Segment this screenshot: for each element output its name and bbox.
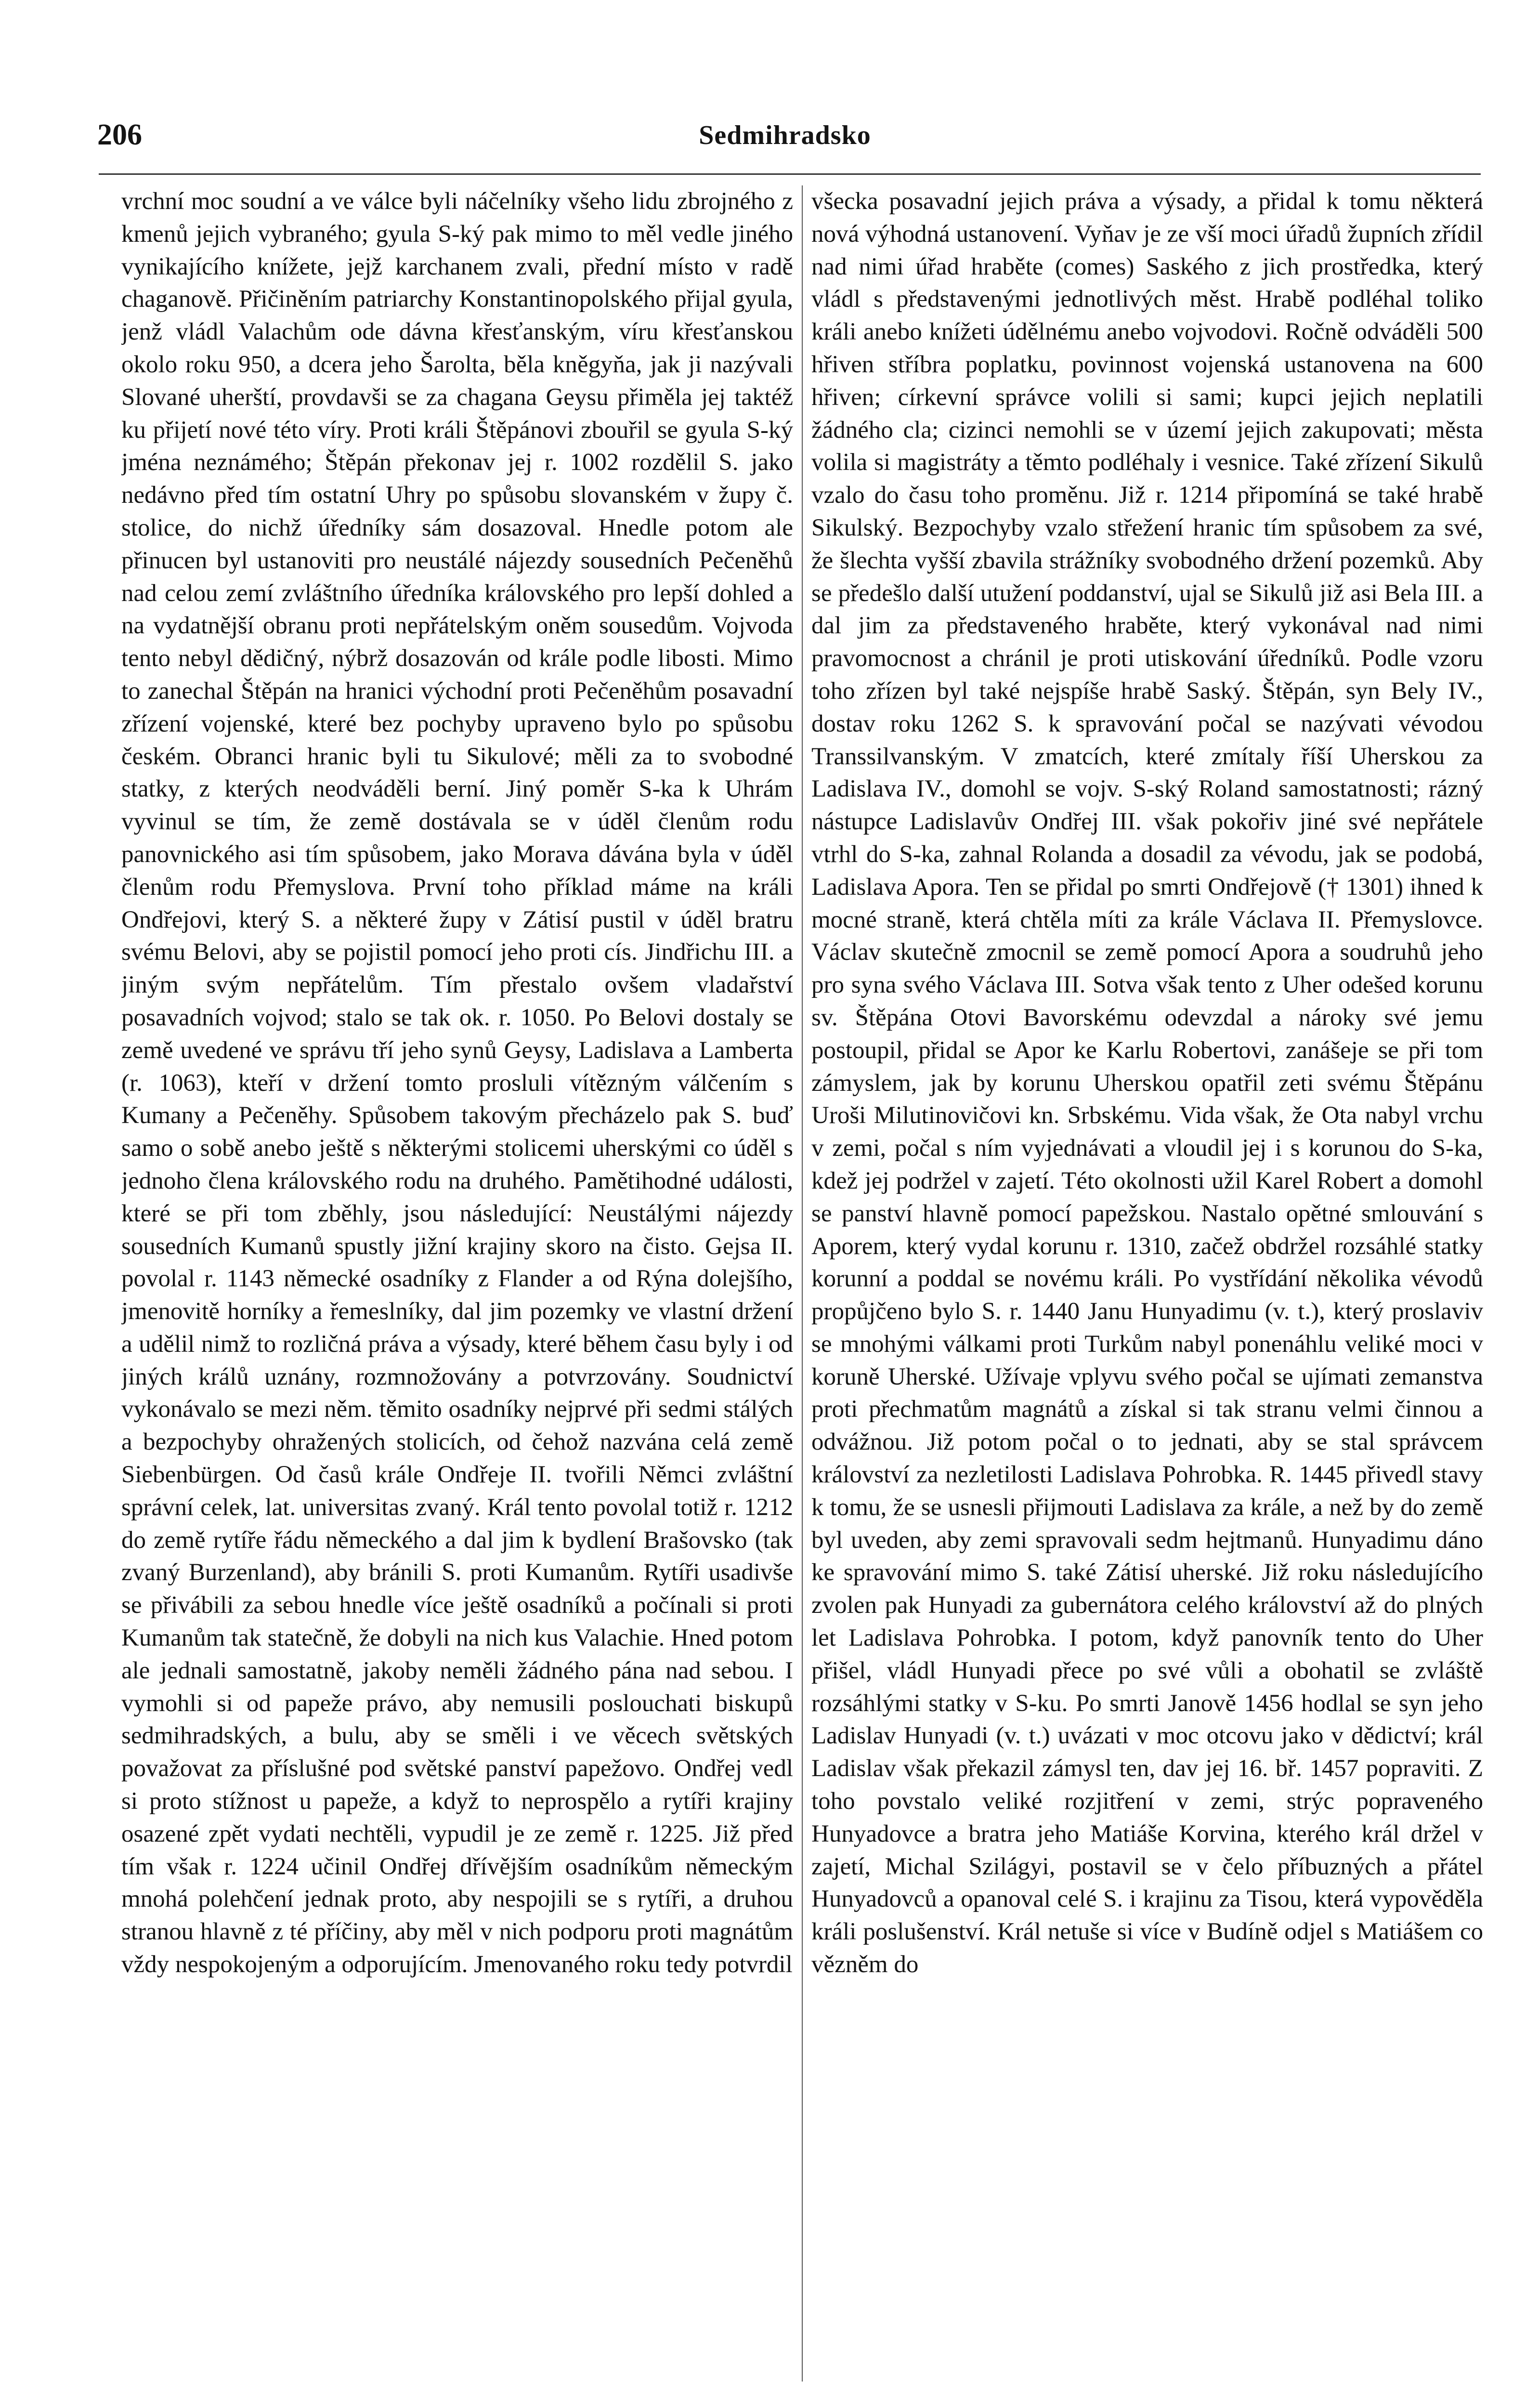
page-number: 206 bbox=[97, 118, 142, 151]
column-divider bbox=[802, 185, 803, 2382]
right-column-text: všecka posavadní jejich práva a výsady, a přidal k tomu některá nová výhodná ustanovení. Vyňav je ze vší moci úřadů župních zřídil nad nimi úřad hraběte (comes) Saského z jich prostředka, který vládl s představenými jednotlivých měst. Hrabě podléhal toliko králi anebo knížeti údělnému anebo vojvodovi. Ročně odváděli 500 hřiven stříbra poplatku, povinnost vojenská ustanovena na 600 hřiven; církevní správce volili si sami; kupci jejich neplatili žádného cla; cizinci nemohli se v území jejich zakupovati; města volila si magistráty a těmto podléhaly i vesnice. Také zřízení Sikulů vzalo do času toho proměnu. Již r. 1214 připomíná se také hrabě Sikulský. Bezpochyby vzalo střežení hranic tím spůsobem za své, že šlechta vyšší zbavila strážníky svobodného držení pozemků. Aby se předešlo další utužení poddanství, ujal se Sikulů již asi Bela III. a dal jim za představeného hraběte, který vykonával nad nimi pravomocnost a chránil je proti utiskování úředníků. Podle vzoru toho zřízen byl také nejspíše hrabě Saský. Štěpán, syn Bely IV., dostav roku 1262 S. k spravování počal se nazývati vévodou Transsilvanským. V zmatcích, které zmítaly říší Uherskou za Ladislava IV., domohl se vojv. S-ský Roland samostatnosti; rázný nástupce Ladislavův Ondřej III. však pokořiv jiné své nepřátele vtrhl do S-ka, zahnal Rolanda a dosadil za vévodu, jak se podobá, Ladislava Apora. Ten se přidal po smrti Ondřejově († 1301) ihned k mocné straně, která chtěla míti za krále Václava II. Přemyslovce. Václav skutečně zmocnil se země pomocí Apora a soudruhů jeho pro syna svého Václava III. Sotva však tento z Uher odešed korunu sv. Štěpána Otovi Bavorskému odevzdal a nároky své jemu postoupil, přidal se Apor ke Karlu Robertovi, zanášeje se při tom zámyslem, jak by korunu Uherskou opatřil zeti svému Štěpánu Uroši Milutinovičovi kn. Srbskému. Vida však, že Ota nabyl vrchu v zemi, počal s ním vyjednávati a vloudil jej i s korunou do S-ka, kdež jej podržel v zajetí. Této okolnosti užil Karel Robert a domohl se panství hlavně pomocí papežskou. Nastalo opětné smlouvání s Aporem, který vydal korunu r. 1310, začež obdržel rozsáhlé statky korunní a poddal se novému králi. Po vystřídání několika vévodů propůjčeno bylo S. r. 1440 Janu Hunyadimu (v. t.), který proslaviv se mnohými válkami proti Turkům nabyl ponenáhlu veliké moci v koruně Uherské. Užívaje vplyvu svého počal se ujímati zemanstva proti přechmatům magnátů a získal si tak stranu velmi činnou a odvážnou. Již potom počal o to jednati, aby se stal správcem království za nezletilosti Ladislava Pohrobka. R. 1445 přivedl stavy k tomu, že se usnesli přijmouti Ladislava za krále, a než by do země byl uveden, aby zemi spravovali sedm hejtmanů. Hunyadimu dáno ke spravování mimo S. také Zátisí uherské. Již roku následujícího zvolen pak Hunyadi za gubernátora celého království až do plných let Ladislava Pohrobka. I potom, když panovník tento do Uher přišel, vládl Hunyadi přece po své vůli a obohatil se zvláště rozsáhlými statky v S-ku. Po smrti Janově 1456 hodlal se syn jeho Ladislav Hunyadi (v. t.) uvázati v moc otcovu jako v dědictví; král Ladislav však překazil zámysl ten, dav jej 16. bř. 1457 popraviti. Z toho povstalo veliké rozjitření v zemi, strýc popraveného Hunyadovce a bratra jeho Matiáše Korvina, kterého král držel v zajetí, Michal Szilágyi, postavil se v čelo příbuzných a přátel Hunyadovců a opanoval celé S. i krajinu za Tisou, která vypověděla králi poslušenství. Král netuše si více v Budíně odjel s Matiášem co vězněm do bbox=[811, 188, 1483, 1978]
running-title: Sedmihradsko bbox=[699, 120, 871, 150]
header-rule bbox=[99, 173, 1481, 175]
page-header bbox=[91, 118, 1478, 161]
left-column-text: vrchní moc soudní a ve válce byli náčelníky všeho lidu zbrojného z kmenů jejich vybraného; gyula S-ký pak mimo to měl vedle jiného vynikajícího knížete, jejž karchanem zvali, přední místo v radě chaganově. Přičiněním patriarchy Konstantinopolského přijal gyula, jenž vládl Valachům ode dávna křesťanským, víru křesťanskou okolo roku 950, a dcera jeho Šarolta, běla kněgyňa, jak ji nazývali Slované uherští, provdavši se za chagana Geysu přiměla jej taktéž ku přijetí nové této víry. Proti králi Štěpánovi zbouřil se gyula S-ký jména neznámého; Štěpán překonav jej r. 1002 rozdělil S. jako nedávno před tím ostatní Uhry po spůsobu slovanském v župy č. stolice, do nichž úředníky sám dosazoval. Hnedle potom ale přinucen byl ustanoviti pro neustálé nájezdy sousedních Pečeněhů nad celou zemí zvláštního úředníka královského pro lepší dohled a na vydatnější obranu proti nepřátelským oněm sousedům. Vojvoda tento nebyl dědičný, nýbrž dosazován od krále podle libosti. Mimo to zanechal Štěpán na hranici východní proti Pečeněhům posavadní zřízení vojenské, které bez pochyby upraveno bylo po spůsobu českém. Obranci hranic byli tu Sikulové; měli za to svobodné statky, z kterých neodváděli berní. Jiný poměr S-ka k Uhrám vyvinul se tím, že země dostávala se v úděl členům rodu panovnického asi tím spůsobem, jako Morava dávána byla v úděl členům rodu Přemyslova. První toho příklad máme na králi Ondřejovi, který S. a některé župy v Zátisí pustil v úděl bratru svému Belovi, aby se pojistil pomocí jeho proti cís. Jindřichu III. a jiným svým nepřátelům. Tím přestalo ovšem vladařství posavadních vojvod; stalo se tak ok. r. 1050. Po Belovi dostaly se země uvedené ve správu tří jeho synů Geysy, Ladislava a Lamberta (r. 1063), kteří v držení tomto prosluli vítězným válčením s Kumany a Pečeněhy. Spůsobem takovým přecházelo pak S. buď samo o sobě anebo ještě s některými stolicemi uherskými co úděl s jednoho člena královského rodu na druhého. Pamětihodné události, které se při tom zběhly, jsou následující: Neustálými nájezdy sousedních Kumanů spustly jižní krajiny skoro na čisto. Gejsa II. povolal r. 1143 německé osadníky z Flander a od Rýna dolejšího, jmenovitě horníky a řemeslníky, dal jim pozemky ve vlastní držení a udělil nimž to rozličná práva a výsady, které během času byly i od jiných králů uznány, rozmnožovány a potvrzovány. Soudnictví vykonávalo se mezi něm. těmito osadníky nejprvé při sedmi stálých a bezpochyby ohražených stolicích, od čehož nazvána celá země Siebenbürgen. Od časů krále Ondřeje II. tvořili Němci zvláštní správní celek, lat. universitas zvaný. Král tento povolal totiž r. 1212 do země rytíře řádu německého a dal jim k bydlení Brašovsko (tak zvaný Burzenland), aby bránili S. proti Kumanům. Rytíři usadivše se přivábili za sebou hnedle více ještě osadníků a počínali si proti Kumanům tak statečně, že dobyli na nich kus Valachie. Hned potom ale jednali samostatně, jakoby neměli žádného pána nad sebou. I vymohli si od papeže právo, aby nemusili poslouchati biskupů sedmihradských, a bulu, aby se směli i ve věcech světských považovat za příslušné pod světské panství papežovo. Ondřej vedl si proto stížnost u papeže, a když to neprospělo a rytíři krajiny osazené zpět vydati nechtěli, vypudil je ze země r. 1225. Již před tím však r. 1224 učinil Ondřej dřívějším osadníkům německým mnohá polehčení jednak proto, aby nespojili se s rytíři, a druhou stranou hlavně z té příčiny, aby měl v nich podporu proti magnátům vždy nespokojeným a odporujícím. Jmenovaného roku tedy potvrdil bbox=[121, 188, 793, 1978]
right-column bbox=[811, 185, 1483, 2382]
left-column bbox=[121, 185, 793, 2382]
